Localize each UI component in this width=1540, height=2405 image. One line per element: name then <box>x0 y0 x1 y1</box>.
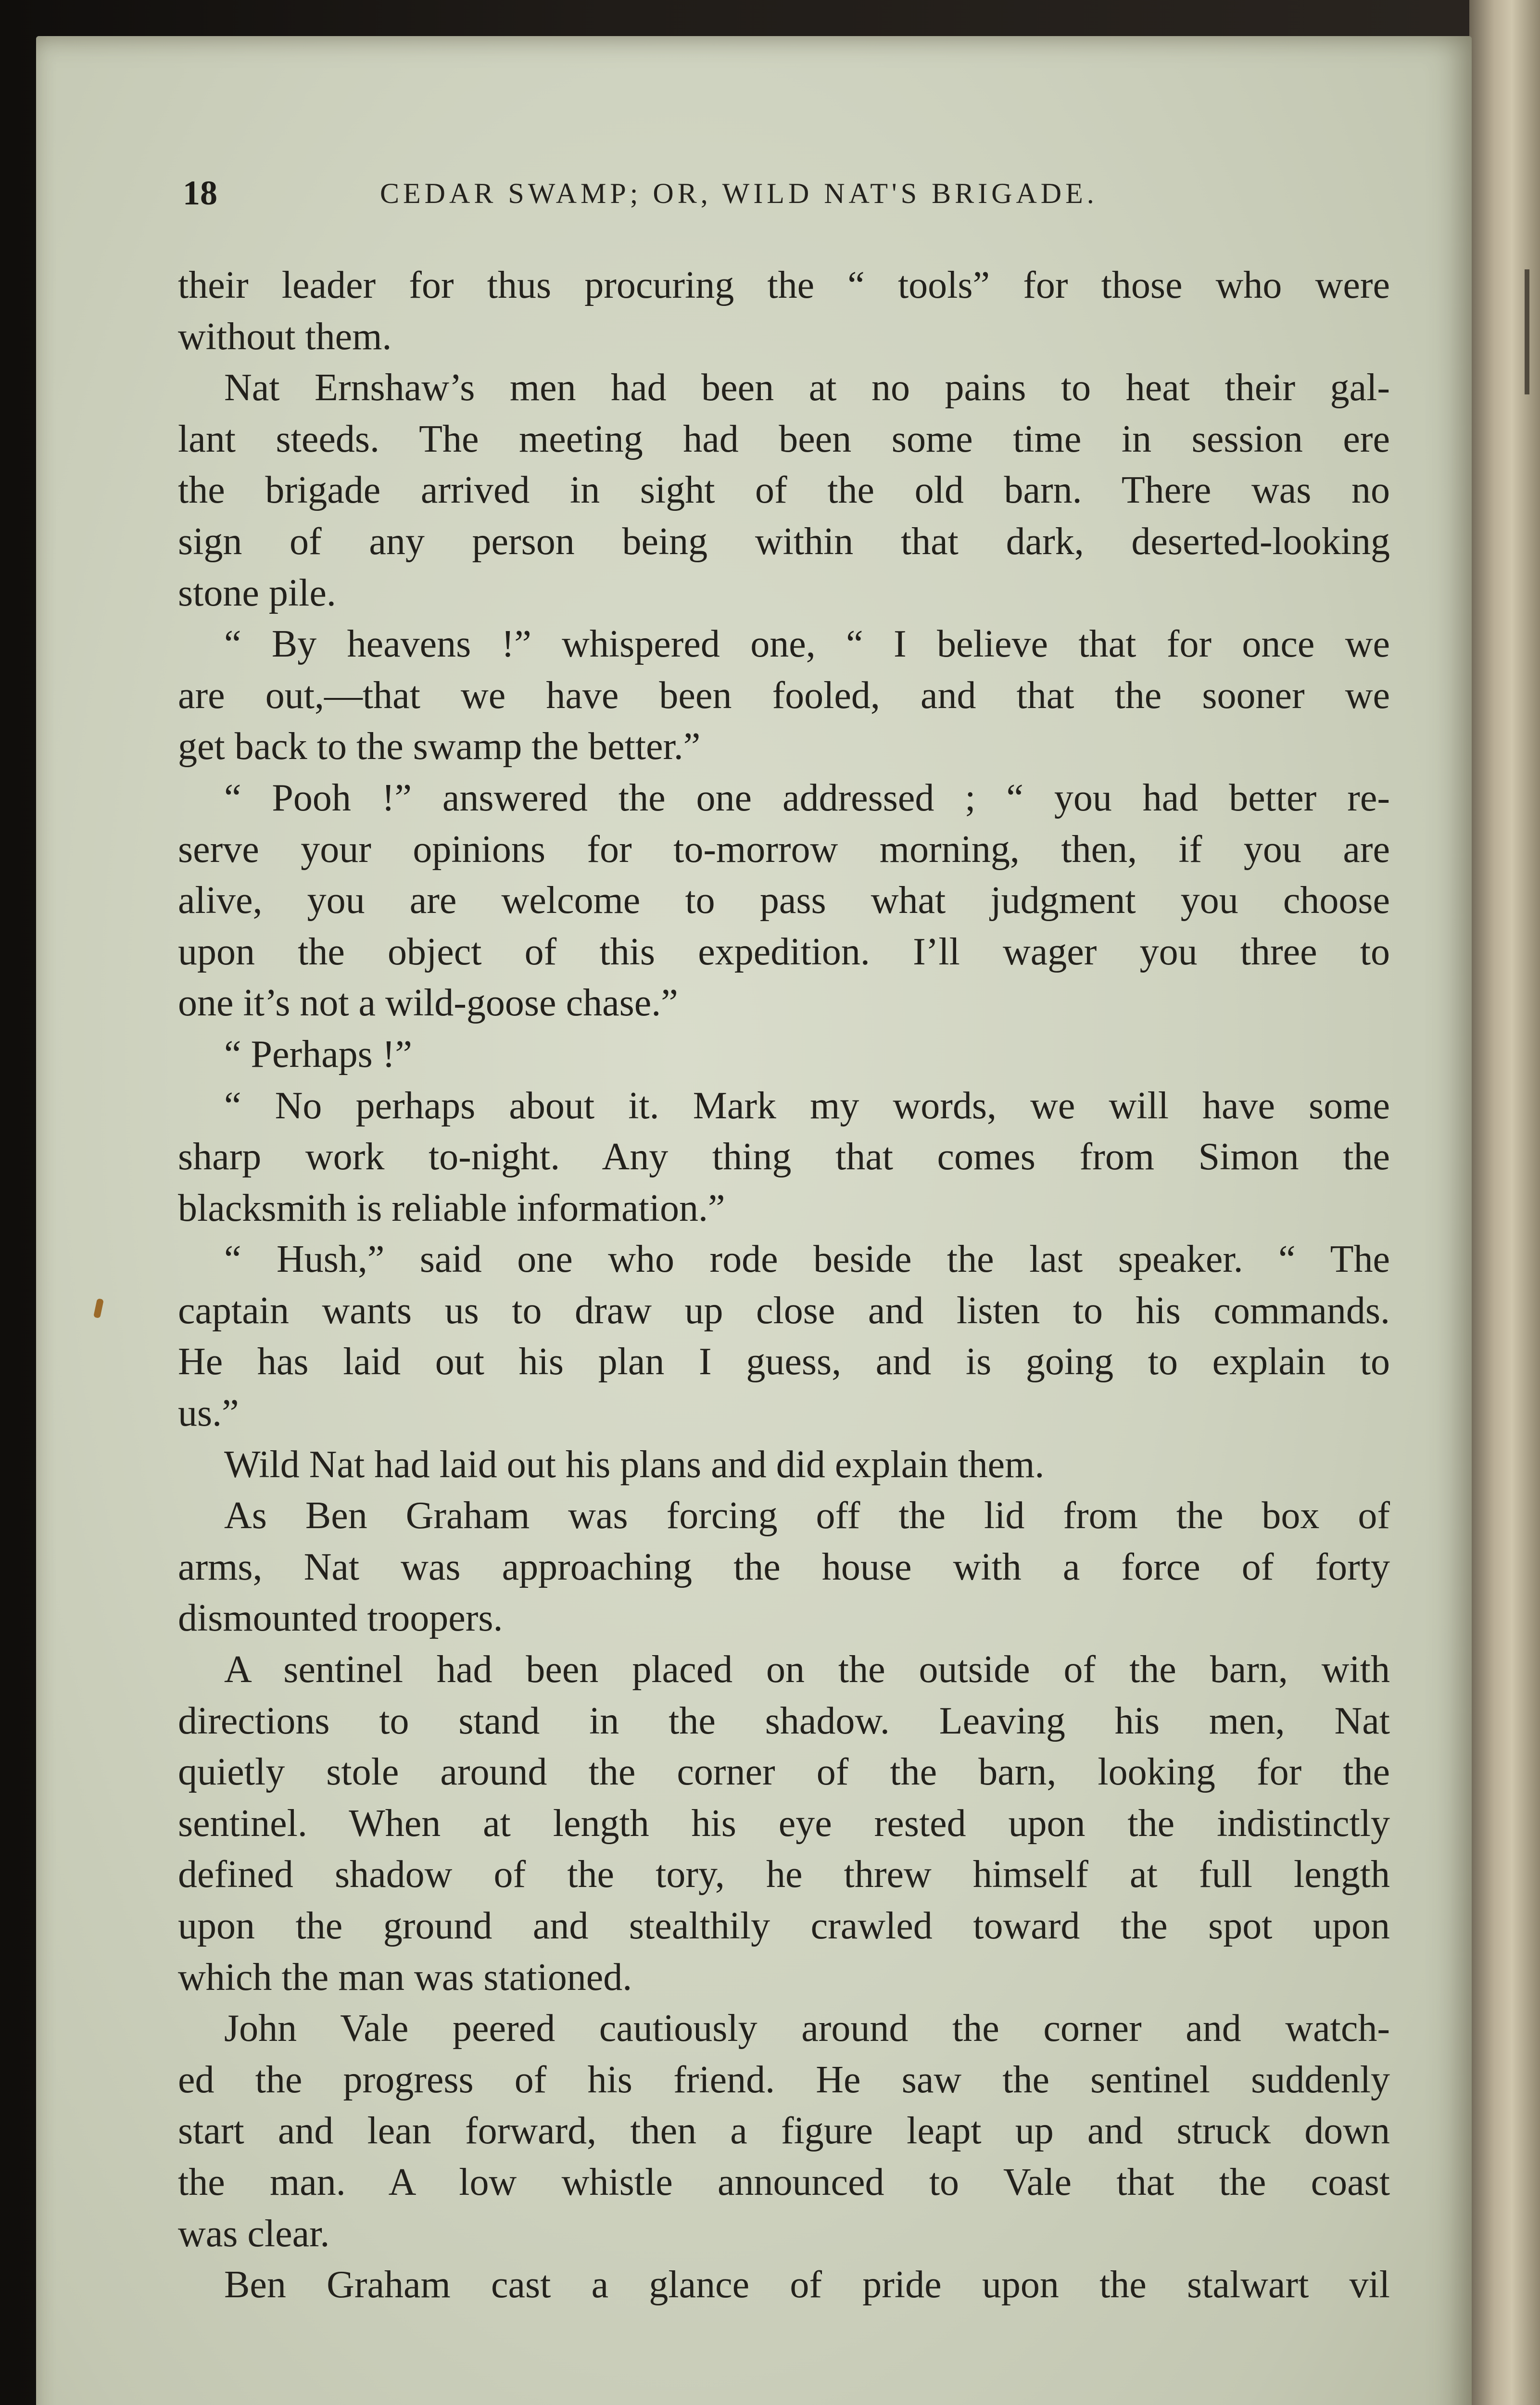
page-header <box>183 173 1395 216</box>
text-line: “ Pooh !” answered the one addressed ; “ you had better re- <box>224 776 1390 819</box>
text-line: the brigade arrived in sight of the old barn. There was no <box>178 469 1390 512</box>
text-line: start and lean forward, then a figure leapt up and struck down <box>178 2110 1390 2152</box>
text-line: get back to the swamp the better.” <box>178 725 701 768</box>
text-line: quietly stole around the corner of the barn, looking for the <box>178 1751 1390 1794</box>
text-line: which the man was stationed. <box>178 1956 632 1999</box>
text-line: As Ben Graham was forcing off the lid from the box of <box>224 1494 1390 1537</box>
text-line: A sentinel had been placed on the outside of the barn, with <box>224 1648 1390 1691</box>
text-line: defined shadow of the tory, he threw himself at full length <box>178 1853 1390 1896</box>
text-line: “ Hush,” said one who rode beside the last speaker. “ The <box>224 1238 1390 1281</box>
text-line: blacksmith is reliable information.” <box>178 1187 725 1229</box>
text-line: John Vale peered cautiously around the corner and watch- <box>224 2007 1390 2050</box>
text-line: dismounted troopers. <box>178 1597 503 1640</box>
text-line: stone pile. <box>178 571 336 614</box>
text-line: are out,—that we have been fooled, and that the sooner we <box>178 674 1390 717</box>
page-number: 18 <box>183 174 217 212</box>
text-line: ed the progress of his friend. He saw the sentinel suddenly <box>178 2058 1390 2101</box>
text-line: Ben Graham cast a glance of pride upon the stalwart vil <box>224 2264 1390 2306</box>
running-title: CEDAR SWAMP; OR, WILD NAT'S BRIGADE. <box>380 177 1098 209</box>
text-line: serve your opinions for to-morrow morning, then, if you are <box>178 828 1390 871</box>
text-line: alive, you are welcome to pass what judgment you choose <box>178 879 1390 922</box>
text-line: upon the object of this expedition. I’ll wager you three to <box>178 930 1390 973</box>
body-text <box>178 260 1390 2311</box>
text-line: us.” <box>178 1392 239 1435</box>
text-line: Wild Nat had laid out his plans and did explain them. <box>224 1443 1045 1486</box>
text-line: He has laid out his plan I guess, and is going to explain to <box>178 1341 1390 1383</box>
text-line: “ By heavens !” whispered one, “ I believe that for once we <box>224 623 1390 666</box>
text-line: sign of any person being within that dark, deserted-looking <box>178 520 1390 563</box>
text-line: their leader for thus procuring the “ tools” for those who were <box>178 264 1390 306</box>
facing-page-edge <box>1525 269 1539 394</box>
text-line: one it’s not a wild-goose chase.” <box>178 982 678 1025</box>
text-line: captain wants us to draw up close and listen to his commands. <box>178 1289 1390 1332</box>
text-line: upon the ground and stealthily crawled toward the spot upon <box>178 1905 1390 1947</box>
text-line: arms, Nat was approaching the house with a force of forty <box>178 1545 1390 1588</box>
text-line: “ No perhaps about it. Mark my words, we will have some <box>224 1084 1390 1127</box>
text-line: sentinel. When at length his eye rested upon the indistinctly <box>178 1802 1390 1845</box>
text-line: Nat Ernshaw’s men had been at no pains to heat their gal- <box>224 367 1390 409</box>
text-line: directions to stand in the shadow. Leaving his men, Nat <box>178 1699 1390 1742</box>
text-line: was clear. <box>178 2212 330 2255</box>
text-line: sharp work to-night. Any thing that comes from Simon the <box>178 1136 1390 1178</box>
text-line: “ Perhaps !” <box>224 1033 412 1076</box>
text-line: the man. A low whistle announced to Vale that the coast <box>178 2161 1390 2203</box>
text-line: without them. <box>178 315 392 358</box>
text-line: lant steeds. The meeting had been some time in session ere <box>178 418 1390 460</box>
